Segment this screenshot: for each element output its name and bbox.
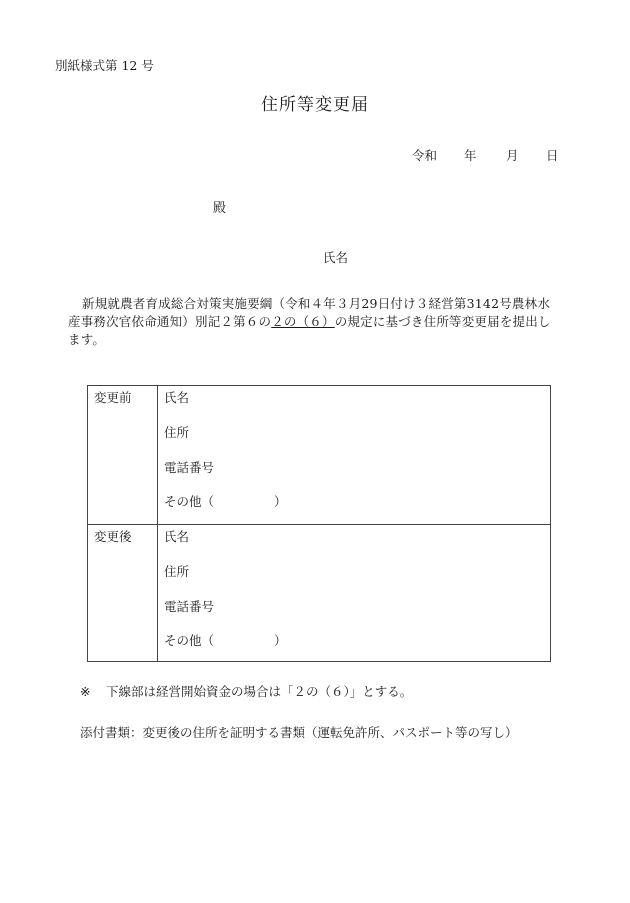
before-address-field: 住所 bbox=[164, 425, 190, 440]
date-line bbox=[412, 146, 559, 164]
document-title: 住所等変更届 bbox=[261, 95, 369, 115]
before-other-close: ） bbox=[274, 494, 287, 509]
body-paragraph bbox=[68, 295, 560, 349]
reference-mark: ※ bbox=[80, 684, 91, 699]
body-underlined-ref: ２の（６） bbox=[271, 314, 335, 329]
body-text-after: の規定に基づき住所等変更届を提出します。 bbox=[68, 314, 551, 347]
after-phone-field: 電話番号 bbox=[164, 599, 215, 614]
after-name-field: 氏名 bbox=[164, 529, 190, 544]
before-other-open: その他（ bbox=[164, 494, 215, 509]
signer-name-label: 氏名 bbox=[323, 250, 349, 265]
addressee-honorific: 殿 bbox=[213, 201, 227, 216]
date-month: 月 bbox=[506, 148, 519, 163]
body-text-before: 新規就農者育成総合対策実施要綱（令和４年３月29日付け３経営第3142号農林水産事務次官依命通知）別記２第６の bbox=[68, 296, 551, 329]
before-section-label: 変更前 bbox=[94, 390, 132, 405]
after-section-label: 変更後 bbox=[94, 529, 132, 544]
table-row-divider bbox=[88, 524, 550, 525]
before-other-field bbox=[164, 492, 287, 510]
before-phone-field: 電話番号 bbox=[164, 460, 215, 475]
before-name-field: 氏名 bbox=[164, 390, 190, 405]
date-day: 日 bbox=[546, 148, 559, 163]
attachments-line: 添付書類：変更後の住所を証明する書類（運転免許所、パスポート等の写し） bbox=[80, 725, 518, 740]
footnote-text: 下線部は経営開始資金の場合は「２の（６）」とする。 bbox=[106, 684, 413, 699]
after-other-close: ） bbox=[274, 633, 287, 648]
date-year: 年 bbox=[464, 148, 477, 163]
after-address-field: 住所 bbox=[164, 564, 190, 579]
after-other-field bbox=[164, 631, 287, 649]
date-era: 令和 bbox=[412, 148, 438, 163]
change-table bbox=[87, 385, 551, 662]
after-other-open: その他（ bbox=[164, 633, 215, 648]
form-number: 別紙様式第 12 号 bbox=[55, 58, 154, 73]
footnote bbox=[80, 682, 412, 700]
